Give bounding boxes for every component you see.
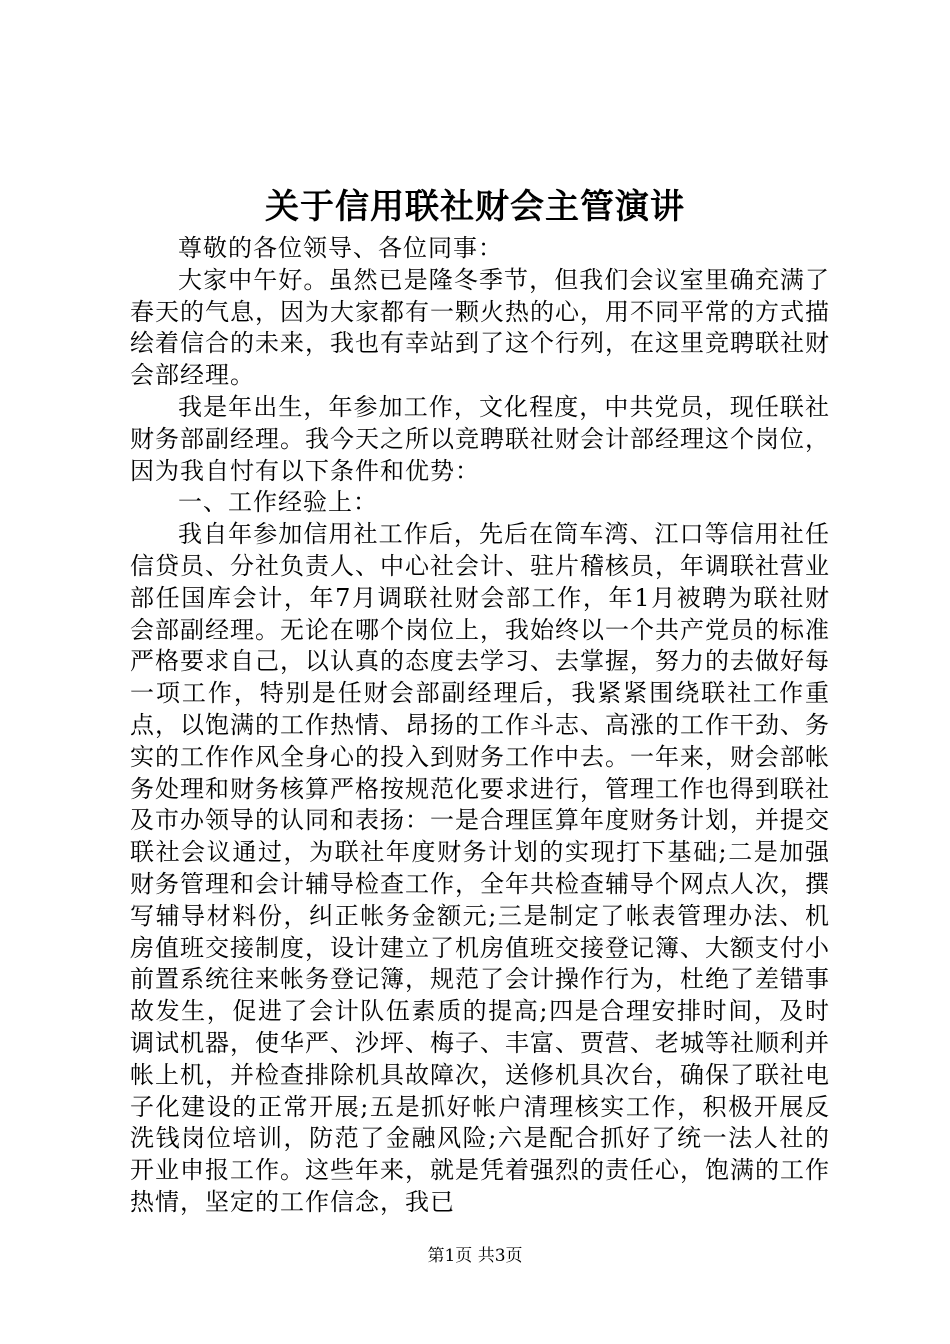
document-body — [130, 233, 830, 1219]
paragraph-section-heading: 一、工作经验上： — [178, 488, 378, 517]
paragraph-salutation: 尊敬的各位领导、各位同事： — [178, 234, 503, 262]
page-number-footer: 第1页 共3页 — [427, 1246, 523, 1266]
paragraph-introduction: 我是年出生，年参加工作，文化程度，中共党员，现任联社财务部副经理。我今天之所以竞聘联社财会计部经理这个岗位，因为我自忖有以下条件和优势： — [130, 392, 830, 485]
paragraph-work-experience: 我自年参加信用社工作后，先后在筒车湾、江口等信用社任信贷员、分社负责人、中心社会计、驻片稽核员，年调联社营业部任国库会计，年7月调联社财会部工作，年1月被聘为联社财会部副经理。无论在哪个岗位上，我始终以一个共产党员的标准严格要求自己，以认真的态度去学习、去掌握，努力的去做好每一项工作，特别是任财会部副经理后，我紧紧围绕联社工作重点，以饱满的工作热情、昂扬的工作斗志、高涨的工作干劲、务实的工作作风全身心的投入到财务工作中去。一年来，财会部帐务处理和财务核算严格按规范化要求进行，管理工作也得到联社及市办领导的认同和表扬：一是合理匡算年度财务计划，并提交联社会议通过，为联社年度财务计划的实现打下基础;二是加强财务管理和会计辅导检查工作，全年共检查辅导个网点人次，撰写辅导材料份，纠正帐务金额元;三是制定了帐表管理办法、机房值班交接制度，设计建立了机房值班交接登记簿、大额支付小前置系统往来帐务登记簿，规范了会计操作行为，杜绝了差错事故发生，促进了会计队伍素质的提高;四是合理安排时间，及时调试机器，使华严、沙坪、梅子、丰富、贾营、老城等社顺利并帐上机，并检查排除机具故障次，送修机具次台，确保了联社电子化建设的正常开展;五是抓好帐户清理核实工作，积极开展反洗钱岗位培训，防范了金融风险;六是配合抓好了统一法人社的开业申报工作。这些年来，就是凭着强烈的责任心，饱满的工作热情，坚定的工作信念，我已 — [130, 520, 830, 1216]
document-title: 关于信用联社财会主管演讲 — [265, 187, 685, 227]
paragraph-greeting: 大家中午好。虽然已是隆冬季节，但我们会议室里确充满了春天的气息，因为大家都有一颗火热的心，用不同平常的方式描绘着信合的未来，我也有幸站到了这个行列，在这里竞聘联社财会部经理。 — [130, 265, 830, 390]
